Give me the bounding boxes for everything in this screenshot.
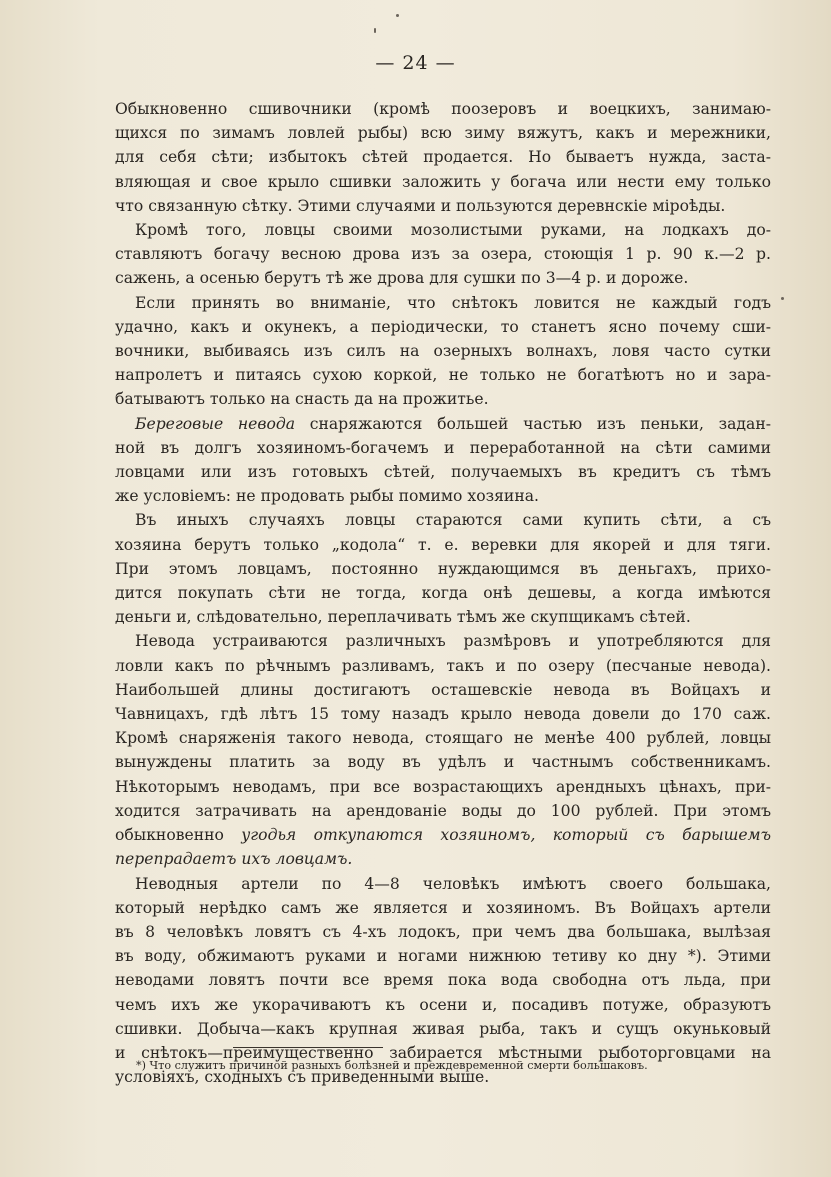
paragraph-2 [115,218,771,291]
text-line: въ воду, обжимаютъ руками и ногами нижнюю тетиву ко дну *). Этими [115,947,771,966]
paragraph-7 [115,872,771,1090]
print-speck [781,297,784,300]
text-line: сшивки. Добыча—какъ крупная живая рыба, такъ и сущъ окуньковый [115,1019,771,1038]
italic-term: Береговые невода [135,414,296,433]
text-line: Наибольшей длины достигаютъ осташевскіе невода въ Войцахъ и [115,680,771,699]
text-run: снаряжаются большей частью изъ пеньки, задан- [295,414,771,433]
paragraph-5 [115,508,771,629]
paragraph-4 [115,412,771,509]
text-line: Неводныя артели по 4—8 человѣкъ имѣютъ своего большака, [135,874,771,893]
footnote: *) Что служитъ причиной разныхъ болѣзней и преждевременной смерти большаковъ. [136,1059,648,1072]
footnote-divider [233,1047,383,1048]
text-line: Въ иныхъ случаяхъ ловцы стараются сами купить сѣти, а съ [135,511,771,530]
text-line: Если принять во вниманіе, что снѣтокъ ловится не каждый годъ [135,293,771,312]
text-line: что связанную сѣтку. Этими случаями и пользуются деревнскіе міроѣды. [115,196,726,215]
paragraph-6 [115,629,771,871]
text-line: условіяхъ, сходныхъ съ приведенными выше. [115,1068,490,1087]
text-line: Чавницахъ, гдѣ лѣтъ 15 тому назадъ крыло невода довели до 170 саж. [115,705,771,724]
text-line: для себя сѣти; избытокъ сѣтей продается. Но бываетъ нужда, заста- [115,148,771,167]
text-line: ловцами или изъ готовыхъ сѣтей, получаемыхъ въ кредитъ съ тѣмъ [115,463,771,482]
text-line: ходится затрачивать на арендованіе воды до 100 рублей. При этомъ [115,801,771,820]
text-line: вынуждены платить за воду въ удѣлъ и частнымъ собственникамъ. [115,753,771,772]
text-line: ной въ долгъ хозяиномъ-богачемъ и переработанной на сѣти самими [115,438,771,457]
text-line: напролетъ и питаясь сухою коркой, не только не богатѣютъ но и зара- [115,366,771,385]
text-line: который нерѣдко самъ же является и хозяиномъ. Въ Войцахъ артели [115,898,771,917]
text-line: При этомъ ловцамъ, постоянно нуждающимся въ деньгахъ, прихо- [115,559,771,578]
text-line: щихся по зимамъ ловлей рыбы) всю зиму вяжутъ, какъ и мережники, [115,124,771,143]
paragraph-3 [115,291,771,412]
text-line: дится покупать сѣти не тогда, когда онѣ дешевы, а когда имѣются [115,584,771,603]
text-line: батываютъ только на снасть да на прожитье. [115,390,489,409]
body-text [115,97,771,1089]
text-line: въ 8 человѣкъ ловятъ съ 4-хъ лодокъ, при чемъ два большака, вылѣзая [115,922,771,941]
text-line: неводами ловятъ почти все время пока вода свободна отъ льда, при [115,971,771,990]
text-line: Обыкновенно сшивочники (кромѣ поозеровъ и воецкихъ, занимаю- [115,100,771,118]
text-run: обыкновенно [115,826,242,845]
text-line: деньги и, слѣдовательно, переплачивать тѣмъ же скупщикамъ сѣтей. [115,608,691,627]
text-line: же условіемъ: не продовать рыбы помимо хозяина. [115,487,539,506]
text-line: хозяина берутъ только „кодола“ т. е. веревки для якорей и для тяги. [115,535,771,554]
text-line: ловли какъ по рѣчнымъ разливамъ, такъ и по озеру (песчаные невода). [115,656,771,675]
text-line [115,412,771,436]
print-speck [396,14,399,17]
text-line: и снѣтокъ—преимущественно забирается мѣстными рыботорговцами на [115,1043,771,1062]
print-speck [374,28,376,33]
text-line: вляющая и свое крыло сшивки заложить у богача или нести ему только [115,172,771,191]
text-line: удачно, какъ и окунекъ, а періодически, то станетъ ясно почему сши- [115,317,771,336]
text-line: вочники, выбиваясь изъ силъ на озерныхъ волнахъ, ловя часто сутки [115,342,771,361]
text-line [115,823,771,847]
text-line: ставляютъ богачу весною дрова изъ за озера, стоющія 1 р. 90 к.—2 р. [115,245,771,264]
text-line: сажень, а осенью берутъ тѣ же дрова для сушки по 3—4 р. и дороже. [115,269,689,288]
italic-phrase: угодья откупаются хозяиномъ, который съ барышемъ [241,826,771,845]
text-line: чемъ ихъ же укорачиваютъ къ осени и, посадивъ потуже, образуютъ [115,995,771,1014]
text-line: Нѣкоторымъ неводамъ, при все возрастающихъ арендныхъ цѣнахъ, при- [115,777,771,796]
paragraph-1 [115,97,771,218]
text-line: Кромѣ того, ловцы своими мозолистыми руками, на лодкахъ до- [135,221,771,240]
page-number: — 24 — [375,52,456,74]
text-line: Кромѣ снаряженія такого невода, стоящаго не менѣе 400 рублей, ловцы [115,729,771,748]
text-line: перепрадаетъ ихъ ловцамъ. [115,850,353,869]
text-line: Невода устраиваются различныхъ размѣровъ и употребляются для [135,632,771,651]
